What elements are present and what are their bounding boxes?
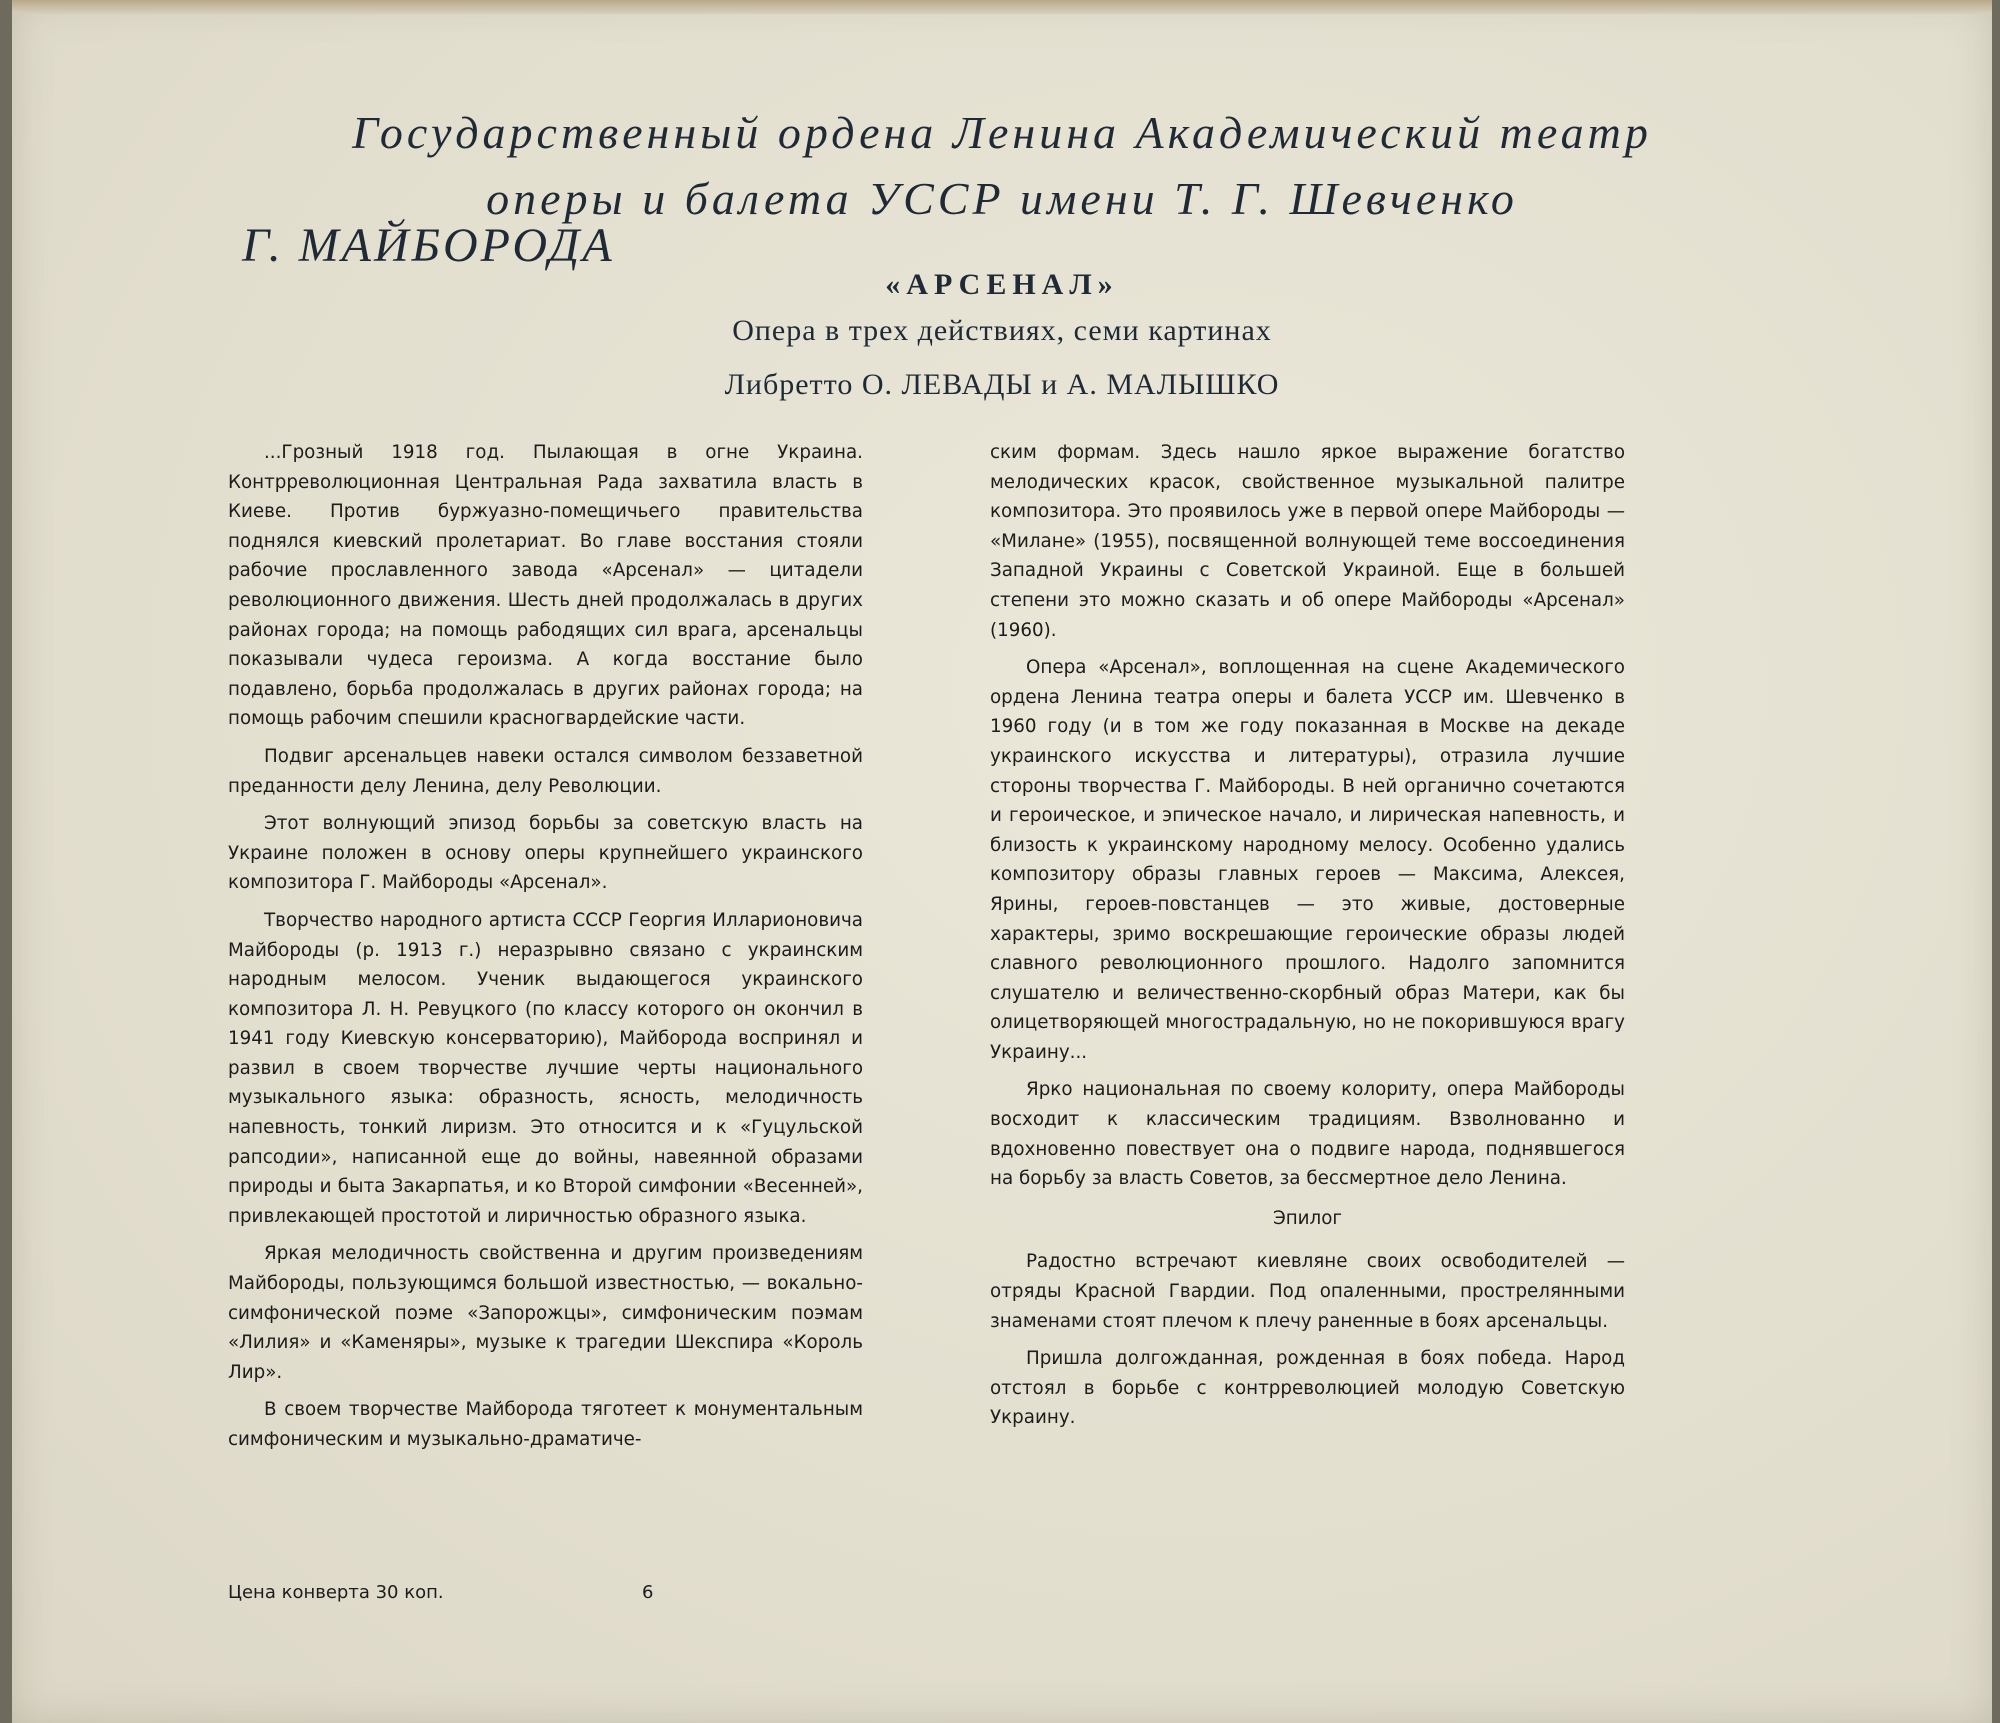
- paragraph: Яркая мелодичность свойственна и другим произведениям Майбороды, пользующимся большой известностью, — вокально-симфонической поэме «Запорожцы», симфоническим поэмам «Лилия» и «Каменяры», музыке к трагедии Шекспира «Король Лир».: [228, 1243, 863, 1383]
- record-sleeve-page: [12, 0, 1992, 1723]
- paragraph: Подвиг арсенальцев навеки остался символом беззаветной преданности делу Ленина, делу Революции.: [228, 745, 863, 797]
- paragraph: В своем творчестве Майборода тяготеет к монументальным симфоническим и музыкально-драматиче-: [228, 1399, 863, 1450]
- opera-subtitle: Опера в трех действиях, семи картинах: [732, 314, 1272, 347]
- paragraph: ским формам. Здесь нашло яркое выражение богатство мелодических красок, свойственное музыкальной палитре композитора. Это проявилось уже в первой опере Майбороды — «Милане» (1955), посвященной волнующей теме воссоединения Западной Украины с Советской Украиной. Еще в большей степени это можно сказать и об опере Майбороды «Арсенал» (1960).: [990, 442, 1625, 641]
- paragraph: Этот волнующий эпизод борьбы за советскую власть на Украине положен в основу оперы крупнейшего украинского композитора Г. Майбороды «Арсенал».: [228, 813, 863, 894]
- theatre-name-line-1: Государственный ордена Ленина Академический театр: [352, 107, 1652, 158]
- theatre-header: [12, 100, 1992, 232]
- composer-name: Г. МАЙБОРОДА: [242, 219, 615, 272]
- opera-title: «АРСЕНАЛ»: [885, 268, 1119, 301]
- theatre-name-line-2: оперы и балета УССР имени Т. Г. Шевченко: [486, 173, 1518, 224]
- paragraph: ...Грозный 1918 год. Пылающая в огне Украина. Контрреволюционная Центральная Рада захватила власть в Киеве. Против буржуазно-помещичьего правительства поднялся киевский пролетариат. Во главе восстания стояли рабочие прославленного завода «Арсенал» — цитадели революционного движения. Шесть дней продолжалась в других районах города; на помощь рабодящих сил врага, арсенальцы показывали чудеса героизма. А когда восстание было подавлено, борьба продолжалась в других районах города; на помощь рабочим спешили красногвардейские части.: [228, 442, 863, 730]
- left-text-column: [228, 438, 863, 1463]
- paragraph: Творчество народного артиста СССР Георгия Илларионовича Майбороды (р. 1913 г.) неразрывно связано с украинским народным мелосом. Ученик выдающегося украинского композитора Л. Н. Ревуцкого (по классу которого он окончил в 1941 году Киевскую консерваторию), Майборода воспринял и развил в своем творчестве лучшие черты национального музыкального языка: образность, ясность, мелодичность напевность, тонкий лиризм. Это относится и к «Гуцульской рапсодии», написанной еще до войны, навеянной образами природы и быта Закарпатья, и ко Второй симфонии «Весенней», привлекающей простотой и лиричностью образного языка.: [228, 909, 863, 1227]
- epilog-heading: Эпилог: [1272, 1207, 1343, 1229]
- right-text-column: [990, 438, 1625, 1441]
- libretto-credit: Либретто О. ЛЕВАДЫ и А. МАЛЫШКО: [724, 368, 1280, 401]
- paragraph: Пришла долгожданная, рожденная в боях победа. Народ отстоял в борьбе с контрреволюцией молодую Советскую Украину.: [990, 1348, 1625, 1429]
- paragraph: Опера «Арсенал», воплощенная на сцене Академического ордена Ленина театра оперы и балета УССР им. Шевченко в 1960 году (и в том же году показанная в Москве на декаде украинского искусства и литературы), отразила лучшие стороны творчества Г. Майбороды. В ней органично сочетаются и героическое, и эпическое начало, и лирическая напевность, и близость к украинскому народному мелосу. Особенно удались композитору образы главных героев — Максима, Алексея, Ярины, героев-повстанцев — это живые, достоверные характеры, зримо воскрешающие героические образы людей славного революционного прошлого. Надолго запомнится слушателю и величественно-скорбный образ Матери, как бы олицетворяющей многострадальную, но не покорившуюся врагу Украину...: [990, 657, 1625, 1063]
- sleeve-price: Цена конверта 30 коп.: [228, 1582, 444, 1603]
- sleeve-top-edge: [12, 0, 1992, 14]
- page-number: 6: [642, 1582, 654, 1603]
- paragraph: Радостно встречают киевляне своих освободителей — отряды Красной Гвардии. Под опаленными, прострелянными знаменами стоят плечом к плечу раненные в боях арсенальцы.: [990, 1251, 1625, 1332]
- paragraph: Ярко национальная по своему колориту, опера Майбороды восходит к классическим традициям. Взволнованно и вдохновенно повествует она о подвиге народа, поднявшегося на борьбу за власть Советов, за бессмертное дело Ленина.: [990, 1079, 1625, 1190]
